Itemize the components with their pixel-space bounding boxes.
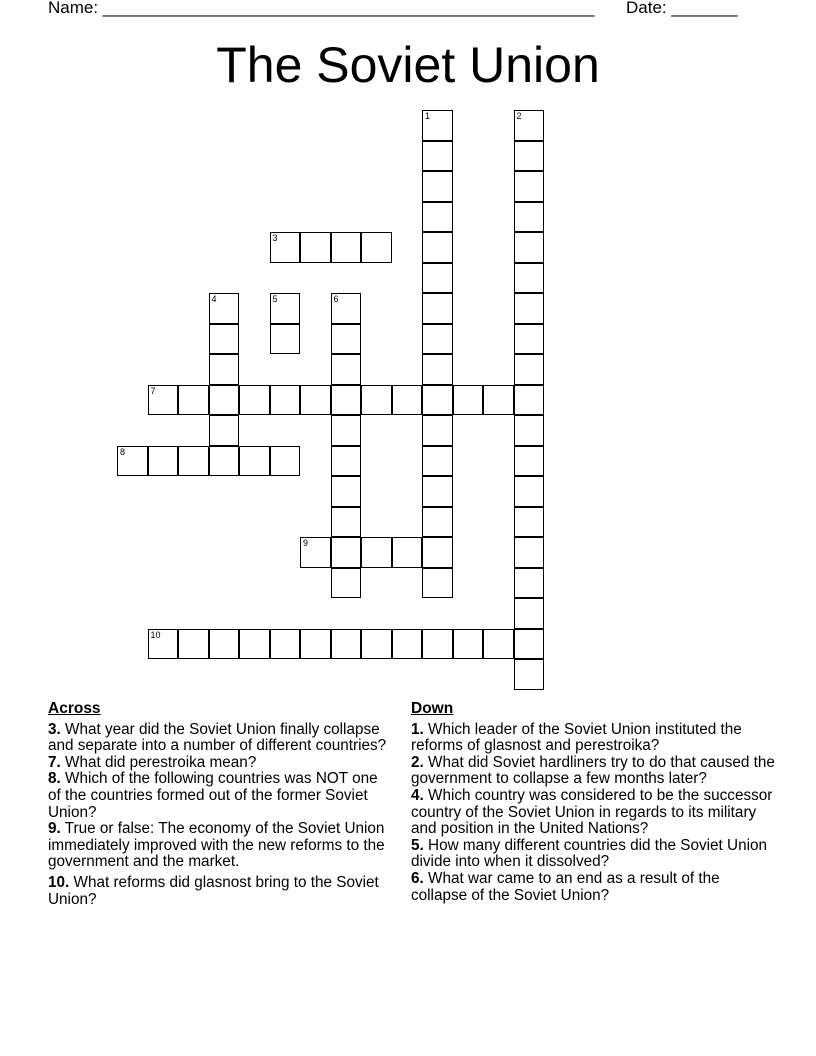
clue-number: 7 — [150, 385, 156, 396]
clue-item — [48, 722, 393, 755]
clue-number: 3 — [272, 233, 278, 243]
clue-number: 2 — [516, 111, 522, 121]
grid-cell[interactable] — [209, 629, 240, 660]
grid-cell[interactable] — [453, 629, 484, 660]
grid-cell[interactable] — [392, 385, 423, 416]
grid-cell[interactable] — [422, 324, 453, 355]
across-clue-list — [48, 722, 393, 909]
grid-cell[interactable] — [270, 324, 301, 355]
grid-cell[interactable] — [514, 202, 545, 233]
grid-cell[interactable] — [514, 598, 545, 629]
grid-cell[interactable] — [422, 446, 453, 477]
clue-item — [411, 722, 776, 755]
grid-cell[interactable] — [422, 232, 453, 263]
grid-cell[interactable] — [514, 415, 545, 446]
grid-cell[interactable] — [453, 385, 484, 416]
clue-item-number: 8. — [48, 770, 61, 788]
grid-cell[interactable] — [270, 629, 301, 660]
grid-cell[interactable] — [422, 507, 453, 538]
grid-cell[interactable] — [300, 232, 331, 263]
clue-item — [48, 821, 393, 871]
grid-cell[interactable] — [331, 385, 362, 416]
grid-cell[interactable] — [331, 537, 362, 568]
grid-cell[interactable] — [331, 446, 362, 477]
grid-cell[interactable] — [514, 110, 545, 141]
grid-cell[interactable] — [422, 385, 453, 416]
clue-number: 5 — [272, 294, 278, 304]
clue-item — [411, 838, 776, 871]
grid-cell[interactable] — [331, 507, 362, 538]
grid-cell[interactable] — [422, 293, 453, 324]
clue-item — [411, 755, 776, 788]
grid-cell[interactable] — [422, 141, 453, 172]
clue-item-text: What reforms did glasnost bring to the Soviet Union? — [48, 873, 379, 908]
grid-cell[interactable] — [178, 629, 209, 660]
grid-cell[interactable] — [331, 415, 362, 446]
grid-cell[interactable] — [514, 568, 545, 599]
grid-cell[interactable] — [514, 324, 545, 355]
grid-cell[interactable] — [514, 507, 545, 538]
grid-cell[interactable] — [239, 446, 270, 477]
clue-item-number: 3. — [48, 720, 61, 738]
grid-cell[interactable] — [117, 446, 148, 477]
grid-cell[interactable] — [361, 232, 392, 263]
grid-cell[interactable] — [422, 629, 453, 660]
grid-cell[interactable] — [209, 354, 240, 385]
clue-item-number: 2. — [411, 753, 424, 771]
grid-cell[interactable] — [361, 629, 392, 660]
clue-item-text: Which of the following countries was NOT one of the countries formed out of the former Soviet Union? — [48, 770, 378, 821]
down-heading: Down — [411, 700, 454, 717]
grid-cell[interactable] — [331, 568, 362, 599]
clue-number: 4 — [211, 294, 217, 304]
clue-item-number: 4. — [411, 786, 424, 804]
grid-cell[interactable] — [270, 385, 301, 416]
grid-cell[interactable] — [300, 537, 331, 568]
grid-cell[interactable] — [300, 629, 331, 660]
grid-cell[interactable] — [514, 476, 545, 507]
grid-cell[interactable] — [209, 415, 240, 446]
clue-item-text: True or false: The economy of the Soviet Union immediately improved with the new reforms to the government and the market. — [48, 820, 385, 871]
grid-cell[interactable] — [178, 446, 209, 477]
grid-cell[interactable] — [300, 385, 331, 416]
grid-cell[interactable] — [148, 629, 179, 660]
grid-cell[interactable] — [209, 385, 240, 416]
clue-item — [411, 788, 776, 838]
clue-item-number: 1. — [411, 720, 424, 738]
across-heading: Across — [48, 700, 101, 717]
grid-cell[interactable] — [514, 232, 545, 263]
grid-cell[interactable] — [239, 629, 270, 660]
grid-cell[interactable] — [331, 232, 362, 263]
clue-item-text: How many different countries did the Soviet Union divide into when it dissolved? — [411, 836, 767, 871]
clue-number: 6 — [333, 294, 339, 304]
grid-cell[interactable] — [514, 385, 545, 416]
grid-cell[interactable] — [514, 141, 545, 172]
grid-cell[interactable] — [331, 324, 362, 355]
grid-cell[interactable] — [422, 354, 453, 385]
clue-item-number: 7. — [48, 753, 61, 771]
grid-cell[interactable] — [270, 446, 301, 477]
grid-cell[interactable] — [422, 171, 453, 202]
clue-item-text: Which leader of the Soviet Union instituted the reforms of glasnost and perestroika? — [411, 720, 742, 755]
grid-cell[interactable] — [514, 659, 545, 690]
grid-cell[interactable] — [422, 202, 453, 233]
grid-cell[interactable] — [361, 537, 392, 568]
grid-cell[interactable] — [422, 568, 453, 599]
grid-cell[interactable] — [514, 446, 545, 477]
grid-cell[interactable] — [209, 446, 240, 477]
grid-cell[interactable] — [514, 537, 545, 568]
grid-cell[interactable] — [392, 629, 423, 660]
grid-cell[interactable] — [483, 629, 514, 660]
grid-cell[interactable] — [483, 385, 514, 416]
grid-cell[interactable] — [239, 385, 270, 416]
grid-cell[interactable] — [178, 385, 209, 416]
clue-item-text: What did perestroika mean? — [60, 753, 257, 771]
clue-item-text: What war came to an end as a result of the collapse of the Soviet Union? — [411, 869, 720, 904]
across-clues — [48, 701, 393, 908]
grid-cell[interactable] — [270, 232, 301, 263]
clue-item — [48, 771, 393, 821]
clue-item-number: 10. — [48, 873, 70, 891]
clue-item-text: What did Soviet hardliners try to do that caused the government to collapse a few months later? — [411, 753, 775, 788]
grid-cell[interactable] — [209, 324, 240, 355]
grid-cell[interactable] — [148, 446, 179, 477]
grid-cell[interactable] — [209, 293, 240, 324]
down-clue-list — [411, 722, 776, 905]
grid-cell[interactable] — [514, 293, 545, 324]
clue-item-text: Which country was considered to be the successor country of the Soviet Union in regards to its military and position in the United Nations? — [411, 786, 773, 838]
grid-cell[interactable] — [514, 354, 545, 385]
page-title: The Soviet Union — [216, 37, 600, 93]
clue-item-number: 9. — [48, 820, 61, 838]
grid-cell[interactable] — [422, 263, 453, 294]
grid-cell[interactable] — [514, 171, 545, 202]
grid-cell[interactable] — [514, 629, 545, 660]
clue-number: 8 — [120, 446, 126, 457]
grid-cell[interactable] — [148, 385, 179, 416]
grid-cell[interactable] — [331, 354, 362, 385]
grid-cell[interactable] — [331, 629, 362, 660]
clue-number: 1 — [425, 111, 431, 121]
grid-cell[interactable] — [392, 537, 423, 568]
grid-cell[interactable] — [422, 110, 453, 141]
grid-cell[interactable] — [422, 537, 453, 568]
grid-cell[interactable] — [331, 293, 362, 324]
clue-item-text: What year did the Soviet Union finally collapse and separate into a number of different countries? — [48, 720, 387, 755]
grid-cell[interactable] — [422, 476, 453, 507]
clue-number: 9 — [303, 538, 309, 548]
clue-item-number: 6. — [411, 869, 424, 887]
clue-item — [411, 871, 776, 904]
grid-cell[interactable] — [514, 263, 545, 294]
down-clues — [411, 701, 776, 904]
clue-item — [48, 875, 393, 908]
clue-item — [48, 755, 393, 772]
clue-number: 10 — [150, 629, 161, 640]
name-field[interactable]: Name: ____________________________________________________ — [48, 0, 595, 17]
grid-cell[interactable] — [422, 415, 453, 446]
clue-item-number: 5. — [411, 836, 424, 854]
date-field[interactable]: Date: _______ — [626, 0, 738, 17]
grid-cell[interactable] — [331, 476, 362, 507]
grid-cell[interactable] — [361, 385, 392, 416]
grid-cell[interactable] — [270, 293, 301, 324]
